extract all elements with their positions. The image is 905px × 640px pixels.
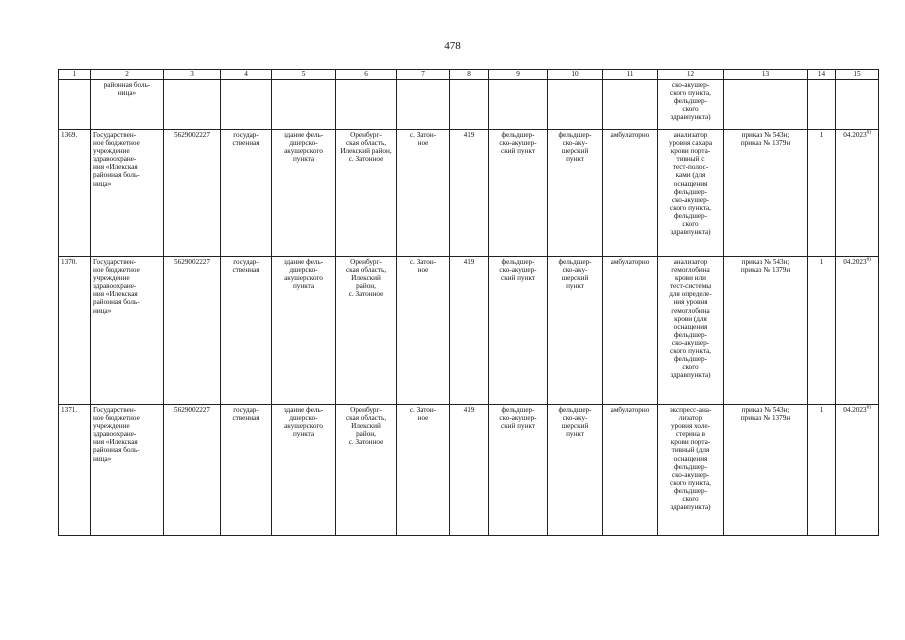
footnote-mark: 6) xyxy=(866,130,871,136)
unit: фельдшер- ско-акушер- ский пункт xyxy=(499,258,537,283)
header-cell: 11 xyxy=(603,70,658,80)
order: приказ № 543н; приказ № 1379н xyxy=(740,258,791,275)
header-cell: 1 xyxy=(59,70,91,80)
code: 419 xyxy=(463,406,475,414)
header-cell: 9 xyxy=(489,70,548,80)
ownership: государ- ственная xyxy=(232,406,260,423)
organization: Государствен- ное бюджетное учреждение здравоохране- ния «Илекская районная боль- ница» xyxy=(93,131,140,188)
address: Оренбург- ская область, Илекский район, с. Затонное xyxy=(345,258,387,299)
ownership: государ- ственная xyxy=(232,258,260,275)
date: 04.2023 xyxy=(843,258,867,266)
building: здание фель- дшерско- акушерского пункта xyxy=(283,258,324,291)
date: 04.2023 xyxy=(843,406,867,414)
date: 04.2023 xyxy=(843,131,867,139)
care-form: амбулаторно xyxy=(610,406,650,414)
inn: 5629002227 xyxy=(174,258,210,266)
unit-type: фельдшер- ско-аку- шерский пункт xyxy=(558,258,592,291)
equipment: анализатор уровня сахара крови порта- тивный с тест-полос- ками (для оснащения фельдшер- ско-акушер- ского пункта, фельдшер- ского здравпункта) xyxy=(668,131,713,237)
quantity: 1 xyxy=(819,131,824,139)
continuation-row xyxy=(59,80,879,130)
address: Оренбург- ская область, Илекский район, с. Затонное xyxy=(345,406,387,447)
care-form: амбулаторно xyxy=(610,131,650,139)
order: приказ № 543н; приказ № 1379н xyxy=(740,131,791,148)
header-row xyxy=(59,70,879,80)
header-cell: 6 xyxy=(336,70,397,80)
page-number: 478 xyxy=(444,40,461,52)
footnote-mark: 6) xyxy=(866,405,871,411)
quantity: 1 xyxy=(819,258,824,266)
header-cell: 4 xyxy=(221,70,272,80)
unit: фельдшер- ско-акушер- ский пункт xyxy=(499,406,537,431)
building: здание фель- дшерско- акушерского пункта xyxy=(283,406,324,439)
equipment: экспресс-ана- лизатор уровня холе- стерина в крови порта- тивный (для оснащения фельдшер- ско-акушер- ского пункта, фельдшер- ского здравпункта) xyxy=(669,406,712,512)
table-row xyxy=(59,257,879,405)
row-number: 1371. xyxy=(61,406,78,414)
building: здание фель- дшерско- акушерского пункта xyxy=(283,131,324,164)
header-cell: 8 xyxy=(450,70,489,80)
continuation-equipment: ско-акушер- ского пункта, фельдшер- ского здравпункта) xyxy=(670,81,711,122)
header-cell: 14 xyxy=(808,70,836,80)
table-row xyxy=(59,405,879,536)
locality: с. Затон- ное xyxy=(409,131,437,148)
header-cell: 10 xyxy=(548,70,603,80)
address: Оренбург- ская область, Илекский район, с. Затонное xyxy=(340,131,392,164)
unit-type: фельдшер- ско-аку- шерский пункт xyxy=(558,406,592,439)
footnote-mark: 6) xyxy=(866,257,871,263)
row-number: 1369. xyxy=(61,131,78,139)
header-cell: 12 xyxy=(658,70,724,80)
inn: 5629002227 xyxy=(174,406,210,414)
header-cell: 5 xyxy=(272,70,336,80)
table-row xyxy=(59,130,879,257)
code: 419 xyxy=(463,131,475,139)
header-cell: 13 xyxy=(724,70,808,80)
unit: фельдшер- ско-акушер- ский пункт xyxy=(499,131,537,156)
continuation-org: районная боль- ница» xyxy=(103,81,151,98)
header-cell: 2 xyxy=(91,70,164,80)
quantity: 1 xyxy=(819,406,824,414)
code: 419 xyxy=(463,258,475,266)
header-cell: 7 xyxy=(397,70,450,80)
organization: Государствен- ное бюджетное учреждение здравоохране- ния «Илекская районная боль- ница» xyxy=(93,258,140,315)
care-form: амбулаторно xyxy=(610,258,650,266)
equipment: анализатор гемоглобина крови или тест-системы для определе- ния уровня гемоглобина крови (для оснащения фельдшер- ско-акушер- ского пункта, фельдшер- ского здравпункта) xyxy=(669,258,712,380)
ownership: государ- ственная xyxy=(232,131,260,148)
organization: Государствен- ное бюджетное учреждение здравоохране- ния «Илекская районная боль- ница» xyxy=(93,406,140,463)
header-cell: 3 xyxy=(164,70,221,80)
unit-type: фельдшер- ско-аку- шерский пункт xyxy=(558,131,592,164)
order: приказ № 543н; приказ № 1379н xyxy=(740,406,791,423)
registry-table xyxy=(58,69,879,536)
inn: 5629002227 xyxy=(174,131,210,139)
header-cell: 15 xyxy=(836,70,879,80)
locality: с. Затон- ное xyxy=(409,258,437,275)
row-number: 1370. xyxy=(61,258,78,266)
locality: с. Затон- ное xyxy=(409,406,437,423)
